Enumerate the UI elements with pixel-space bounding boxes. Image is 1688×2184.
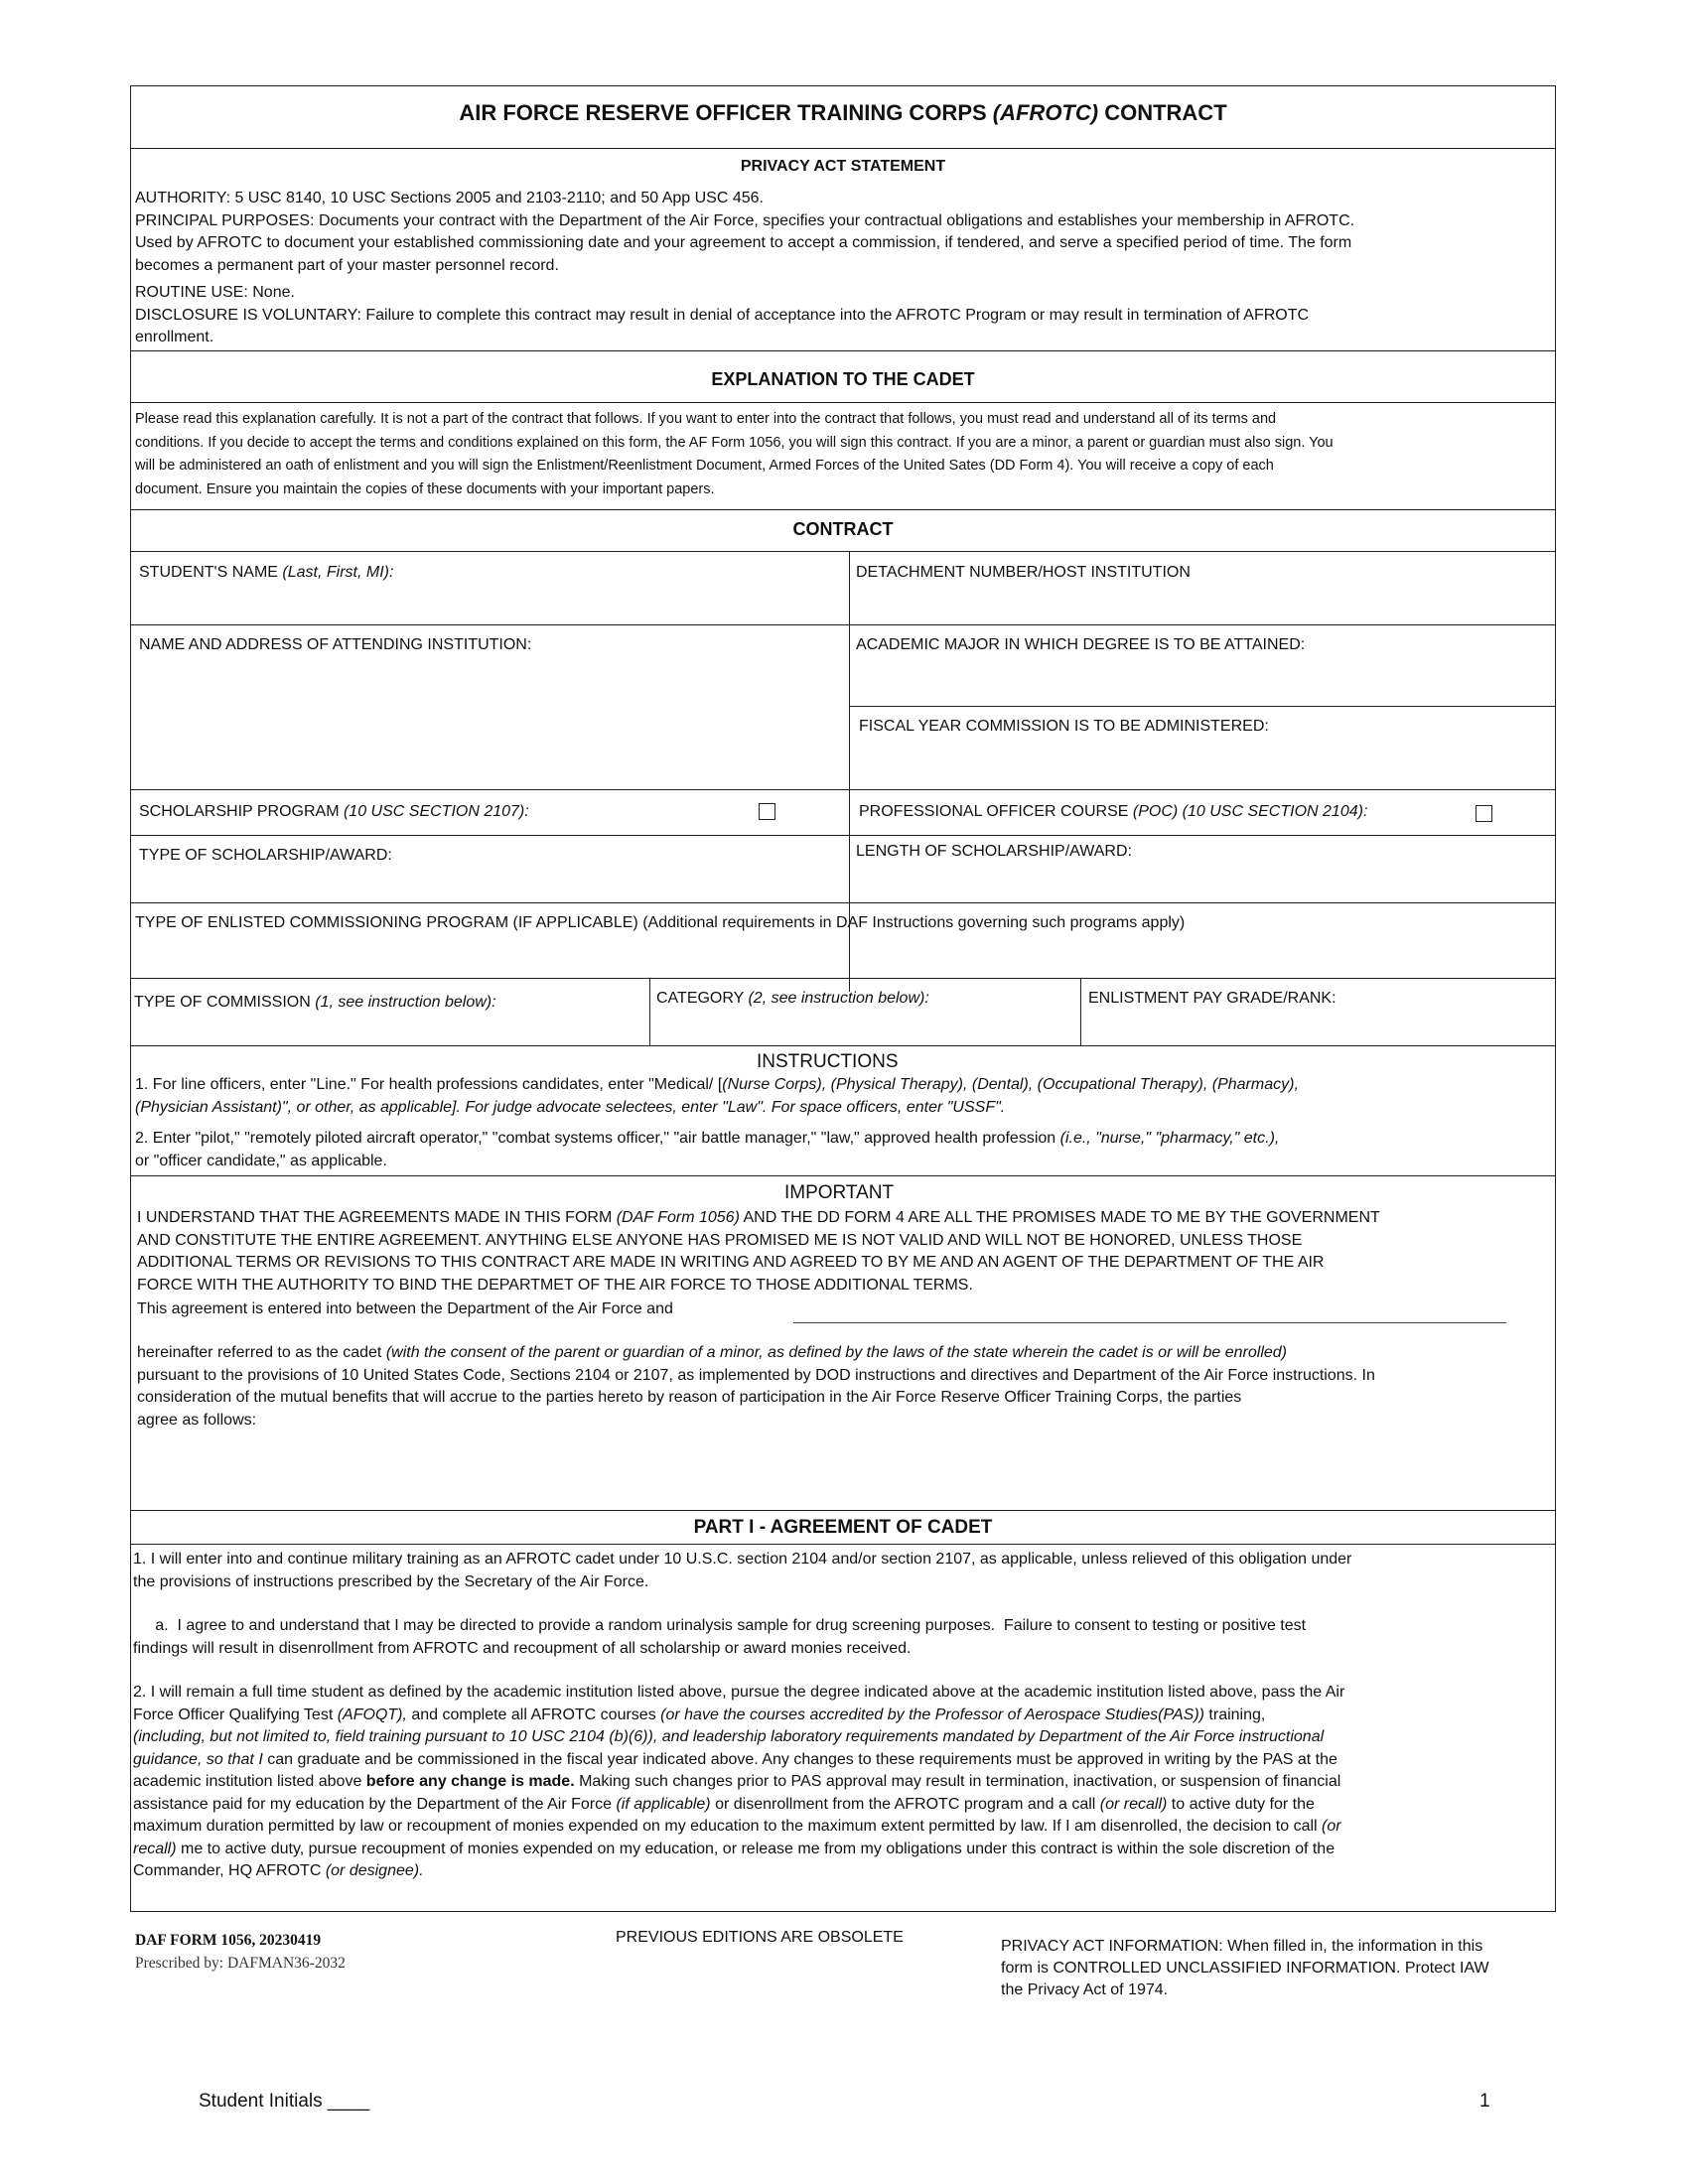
agreement-party-line[interactable] [793, 1322, 1506, 1323]
major-field[interactable]: ACADEMIC MAJOR IN WHICH DEGREE IS TO BE ATTAINED: [856, 636, 1306, 653]
privacy-info: PRIVACY ACT INFORMATION: When filled in, the information in this form is CONTROLLED UNCLASSIFIED INFORMATION. Protect IAW the Privacy Act of 1974. [1001, 1938, 1489, 1998]
instruction-1: 1. For line officers, enter "Line." For health professions candidates, enter "Medical/ [(Nurse Corps), (Physical Therapy), (Dental), (Occupational Therapy), (Pharmacy), [135, 1076, 1299, 1093]
prescribed-by: Prescribed by: DAFMAN36-2032 [135, 1955, 346, 1972]
student-initials[interactable]: Student Initials ____ [199, 2091, 370, 2112]
scholarship-length-field[interactable]: LENGTH OF SCHOLARSHIP/AWARD: [856, 843, 1132, 860]
instructions-heading: INSTRUCTIONS [757, 1051, 899, 1072]
form-title: AIR FORCE RESERVE OFFICER TRAINING CORPS (AFROTC) CONTRACT [459, 100, 1227, 125]
form-number: DAF FORM 1056, 20230419 [135, 1932, 322, 1949]
part1-item-1: 1. I will enter into and continue military training as an AFROTC cadet under 10 U.S.C. section 2104 and/or section 2107, as applicable, unless relieved of this obligation under [133, 1551, 1352, 1568]
part1-item-2: 2. I will remain a full time student as defined by the academic institution listed above, pursue the degree indicated above at the academic institution listed above, pass the Air [133, 1684, 1345, 1701]
detachment-field[interactable]: DETACHMENT NUMBER/HOST INSTITUTION [856, 564, 1191, 581]
agreement-text: This agreement is entered into between the Department of the Air Force and [137, 1300, 673, 1317]
commission-type-field[interactable]: TYPE OF COMMISSION (1, see instruction below): [134, 994, 496, 1011]
poc-label: PROFESSIONAL OFFICER COURSE (POC) (10 USC SECTION 2104): [859, 803, 1368, 820]
important-heading: IMPORTANT [784, 1182, 895, 1203]
important-text: I UNDERSTAND THAT THE AGREEMENTS MADE IN THIS FORM (DAF Form 1056) AND THE DD FORM 4 ARE ALL THE PROMISES MADE TO ME BY THE GOVERNMENT AND CONSTITUTE THE ENTIRE AGREEMENT. ANYTHING ELSE ANYONE HAS PROMISED ME IS NOT VALID AND WILL NOT BE HONORED, UNLESS THOSE ADDITIONAL TERMS OR REVISIONS TO THIS CONTRACT ARE MADE IN WRITING AND AGREED TO BY ME AND AN AGENT OF THE DEPARTMENT OF THE AIR FORCE WITH THE AUTHORITY TO BIND THE DEPARTMET OF THE AIR FORCE TO THOSE ADDITIONAL TERMS. [137, 1209, 1380, 1294]
privacy-heading: PRIVACY ACT STATEMENT [740, 158, 946, 175]
privacy-statement: AUTHORITY: 5 USC 8140, 10 USC Sections 2005 and 2103-2110; and 50 App USC 456. PRINCIPAL PURPOSES: Documents your contract with the Department of the Air Force, specifies your contractual obligations and establishes your membership in AFROTC. Used by AFROTC to document your established commissioning date and your agreement to accept a commission, if tendered, and serve a specified period of time. The form becomes a permanent part of your master personnel record. ROUTINE USE: None. DISCLOSURE IS VOLUNTARY: Failure to complete this contract may result in denial of acceptance into the AFROTC Program or may result in termination of AFROTC enrollment. [135, 190, 1355, 345]
scholarship-program-checkbox[interactable] [759, 803, 775, 820]
contract-heading: CONTRACT [792, 519, 894, 539]
instructions-text: 1. For line officers, enter "Line." For health professions candidates, enter "Medical/ [(Nurse Corps), (Physical Therapy), (Dental), (Occupational Therapy), (Pharmacy), (Physician Assistant)", or other, as applicable]. For judge advocate selectees, enter "Law". For space officers, enter "USSF". 2. Enter "pilot," "remotely piloted aircraft operator," "combat systems officer," "air battle manager," "law," approved health profession (i.e., "nurse," "pharmacy," etc.), or "officer candidate," as applicable. [135, 1076, 1299, 1169]
part1-text: 1. I will enter into and continue military training as an AFROTC cadet under 10 U.S.C. section 2104 and/or section 2107, as applicable, unless relieved of this obligation under the provisions of instructions prescribed by the Secretary of the Air Force. a. I agree to and understand that I may be directed to provide a random urinalysis sample for drug screening purposes. Failure to consent to testing or positive test findings will result in disenrollment from AFROTC and recoupment of all scholarship or award monies received. 2. I will remain a full time student as defined by the academic institution listed above, pursue the degree indicated above at the academic institution listed above, pass the Air Force Officer Qualifying Test (AFOQT), and complete all AFROTC courses (or have the courses accredited by the Professor of Aerospace Studies(PAS)) training, (including, but not limited to, field training pursuant to 10 USC 2104 (b)(6)), and leadership laboratory requirements mandated by Department of the Air Force instructional guidance, so that I can graduate and be commissioned in the fiscal year indicated above. Any changes to these requirements must be approved in writing by the PAS at the academic institution listed above before any change is made. Making such changes prior to PAS approval may result in termination, inactivation, or suspension of financial assistance paid for my education by the Department of the Air Force (if applicable) or disenrollment from the AFROTC program and a call (or recall) to active duty for the maximum duration permitted by law or recoupment of monies expended on my education to the maximum extent permitted by law. If I am disenrolled, the decision to call (or recall) me to active duty, pursue recoupment of monies expended on my education, or release me from my obligations under this contract is within the sole discretion of the Commander, HQ AFROTC (or designee). [133, 1551, 1352, 1879]
part1-item-1a: a. I agree to and understand that I may be directed to provide a random urinalysis sample for drug screening purposes. Failure to consent to testing or positive test [133, 1617, 1307, 1634]
agreement-body: hereinafter referred to as the cadet (with the consent of the parent or guardian of a minor, as defined by the laws of the state wherein the cadet is or will be enrolled) pursuant to the provisions of 10 United States Code, Sections 2104 or 2107, as implemented by DOD instructions and directives and Department of the Air Force instructions. In consideration of the mutual benefits that will accrue to the parties hereto by reason of participation in the Air Force Reserve Officer Training Corps, the parties agree as follows: [137, 1344, 1375, 1429]
explanation-text: Please read this explanation carefully. It is not a part of the contract that follows. If you want to enter into the contract that follows, you must read and understand all of its terms and conditions. If you decide to accept the terms and conditions explained on this form, the AF Form 1056, you will sign this contract. If you are a minor, a parent or guardian must also sign. You will be administered an oath of enlistment and you will sign the Enlistment/Reenlistment Document, Armed Forces of the United Sates (DD Form 4). You will receive a copy of each document. Ensure you maintain the copies of these documents with your important papers. [135, 411, 1334, 497]
pay-grade-field[interactable]: ENLISTMENT PAY GRADE/RANK: [1088, 990, 1336, 1007]
instruction-2: 2. Enter "pilot," "remotely piloted aircraft operator," "combat systems officer," "air battle manager," "law," approved health profession (i.e., "nurse," "pharmacy," etc.), [135, 1130, 1280, 1147]
part1-heading: PART I - AGREEMENT OF CADET [693, 1517, 993, 1538]
institution-field[interactable]: NAME AND ADDRESS OF ATTENDING INSTITUTION: [139, 636, 532, 653]
scholarship-program-label: SCHOLARSHIP PROGRAM (10 USC SECTION 2107): [139, 803, 529, 820]
scholarship-type-field[interactable]: TYPE OF SCHOLARSHIP/AWARD: [139, 847, 392, 864]
form-frame [130, 85, 1556, 1912]
poc-checkbox[interactable] [1476, 805, 1492, 822]
category-field[interactable]: CATEGORY (2, see instruction below): [656, 990, 929, 1007]
fiscal-year-field[interactable]: FISCAL YEAR COMMISSION IS TO BE ADMINISTERED: [859, 718, 1269, 735]
explanation-heading: EXPLANATION TO THE CADET [711, 369, 975, 389]
page-number: 1 [1479, 2091, 1490, 2112]
privacy-authority: AUTHORITY: 5 USC 8140, 10 USC Sections 2005 and 2103-2110; and 50 App USC 456. [135, 190, 764, 206]
obsolete-notice: PREVIOUS EDITIONS ARE OBSOLETE [616, 1929, 904, 1946]
student-name-field[interactable]: STUDENT'S NAME (Last, First, MI): [139, 564, 394, 581]
enlisted-program-field[interactable]: TYPE OF ENLISTED COMMISSIONING PROGRAM (IF APPLICABLE) (Additional requirements in DAF Instructions governing such programs apply) [135, 914, 1186, 931]
